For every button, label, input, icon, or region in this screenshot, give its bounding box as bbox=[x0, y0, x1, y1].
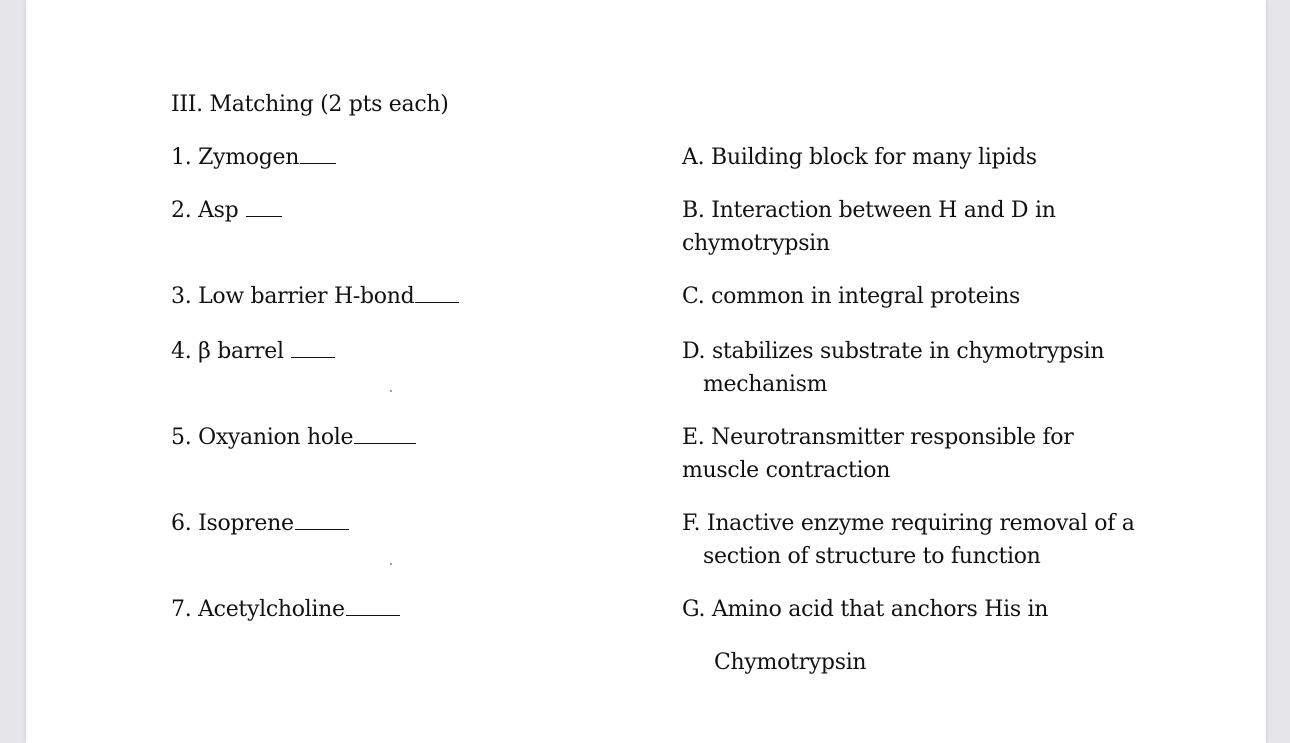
section-title: III. Matching (2 pts each) bbox=[171, 92, 449, 117]
question-1 bbox=[171, 145, 336, 171]
answer-blank[interactable] bbox=[346, 597, 400, 616]
answer-blank[interactable] bbox=[415, 284, 459, 303]
answer-b: B. Interaction between H and D in bbox=[682, 198, 1056, 223]
question-3-label: 3. Low barrier H-bond bbox=[171, 284, 415, 309]
question-7-label: 7. Acetylcholine bbox=[171, 597, 345, 622]
speck bbox=[390, 390, 392, 392]
answer-f: F. Inactive enzyme requiring removal of a bbox=[682, 511, 1135, 536]
answer-g-continued: Chymotrypsin bbox=[714, 650, 867, 675]
question-4 bbox=[171, 339, 335, 365]
question-5-label: 5. Oxyanion hole bbox=[171, 425, 354, 450]
answer-blank[interactable] bbox=[246, 198, 282, 217]
answer-blank[interactable] bbox=[300, 145, 336, 164]
question-6 bbox=[171, 511, 349, 537]
question-3 bbox=[171, 284, 459, 310]
document-page bbox=[26, 0, 1266, 743]
answer-f-continued: section of structure to function bbox=[703, 544, 1041, 569]
question-2 bbox=[171, 198, 282, 224]
answer-blank[interactable] bbox=[291, 339, 335, 358]
question-7 bbox=[171, 597, 400, 623]
question-6-label: 6. Isoprene bbox=[171, 511, 294, 536]
answer-a: A. Building block for many lipids bbox=[682, 145, 1037, 170]
question-5 bbox=[171, 425, 416, 451]
answer-c: C. common in integral proteins bbox=[682, 284, 1020, 309]
answer-d-continued: mechanism bbox=[703, 372, 828, 397]
answer-blank[interactable] bbox=[295, 511, 349, 530]
answer-e-continued: muscle contraction bbox=[682, 458, 891, 483]
answer-b-continued: chymotrypsin bbox=[682, 231, 830, 256]
speck bbox=[390, 563, 392, 565]
question-4-label: 4. β barrel bbox=[171, 339, 291, 364]
question-1-label: 1. Zymogen bbox=[171, 145, 300, 170]
question-2-label: 2. Asp bbox=[171, 198, 246, 223]
answer-d: D. stabilizes substrate in chymotrypsin bbox=[682, 339, 1105, 364]
answer-g: G. Amino acid that anchors His in bbox=[682, 597, 1049, 622]
answer-e: E. Neurotransmitter responsible for bbox=[682, 425, 1074, 450]
answer-blank[interactable] bbox=[354, 425, 416, 444]
